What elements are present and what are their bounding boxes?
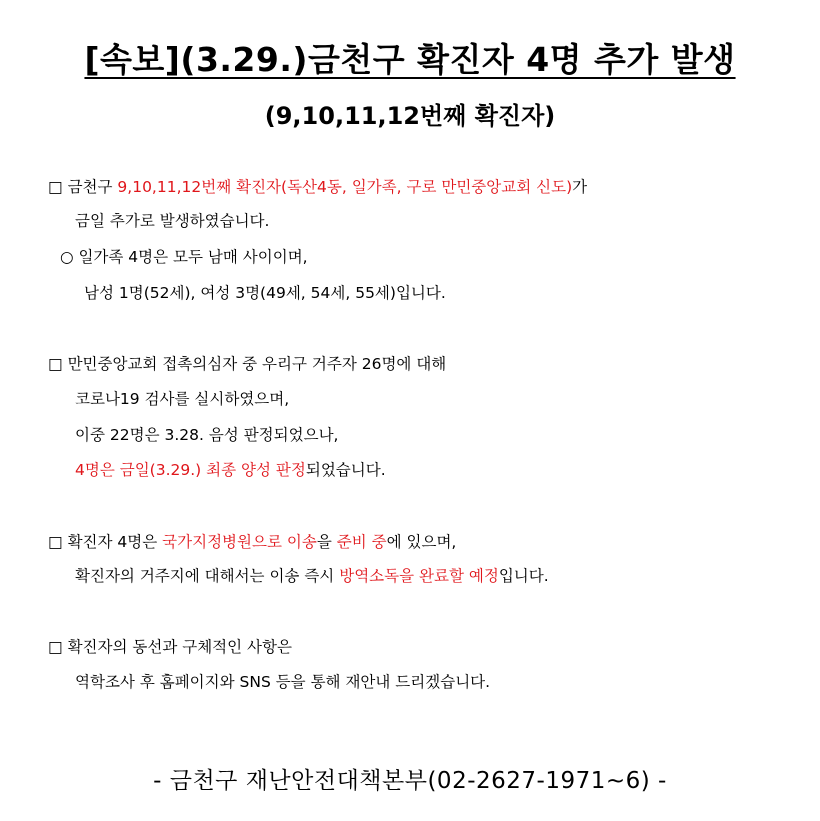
highlighted-text: 4명은 금일(3.29.) 최종 양성 판정 bbox=[75, 461, 306, 479]
notice-text: □ 확진자 4명은 bbox=[48, 533, 163, 551]
notice-line bbox=[48, 532, 456, 552]
notice-line bbox=[75, 211, 269, 231]
notice-text: □ 확진자의 동선과 구체적인 사항은 bbox=[48, 638, 292, 656]
notice-text: 확진자의 거주지에 대해서는 이송 즉시 bbox=[75, 567, 340, 585]
highlighted-text: 준비 중 bbox=[336, 533, 387, 551]
page-subtitle: (9,10,11,12번째 확진자) bbox=[264, 102, 556, 130]
notice-line bbox=[75, 460, 386, 480]
notice-text: 역학조사 후 홈페이지와 SNS 등을 통해 재안내 드리겠습니다. bbox=[75, 673, 491, 691]
notice-text: □ 금천구 bbox=[48, 178, 118, 196]
notice-text: 에 있으며, bbox=[386, 533, 457, 551]
notice-line bbox=[75, 566, 549, 586]
highlighted-text: 방역소독을 완료할 예정 bbox=[339, 567, 499, 585]
notice-line bbox=[75, 672, 490, 692]
contact-footer: - 금천구 재난안전대책본부(02-2627-1971~6) - bbox=[153, 768, 667, 794]
notice-text: 입니다. bbox=[498, 567, 549, 585]
highlighted-text: 9,10,11,12번째 확진자(독산4동, 일가족, 구로 만민중앙교회 신도) bbox=[117, 178, 573, 196]
notice-text: 코로나19 검사를 실시하였으며, bbox=[75, 390, 290, 408]
page-title: [속보](3.29.)금천구 확진자 4명 추가 발생 bbox=[84, 40, 736, 79]
notice-text: 되었습니다. bbox=[305, 461, 386, 479]
notice-line bbox=[60, 247, 308, 267]
notice-line bbox=[48, 637, 292, 657]
notice-text: □ 만민중앙교회 접촉의심자 중 우리구 거주자 26명에 대해 bbox=[48, 355, 447, 373]
notice-line bbox=[75, 389, 289, 409]
notice-line bbox=[48, 354, 446, 374]
highlighted-text: 국가지정병원으로 이송 bbox=[162, 533, 317, 551]
notice-line bbox=[48, 177, 587, 197]
notice-text: 금일 추가로 발생하였습니다. bbox=[75, 212, 270, 230]
notice-text: ○ 일가족 4명은 모두 남매 사이이며, bbox=[60, 248, 308, 266]
notice-line bbox=[75, 425, 338, 445]
notice-text: 남성 1명(52세), 여성 3명(49세, 54세, 55세)입니다. bbox=[84, 284, 446, 302]
notice-text: 가 bbox=[572, 178, 588, 196]
notice-text: 이중 22명은 3.28. 음성 판정되었으나, bbox=[75, 426, 339, 444]
notice-line bbox=[84, 283, 446, 303]
notice-text: 을 bbox=[316, 533, 337, 551]
